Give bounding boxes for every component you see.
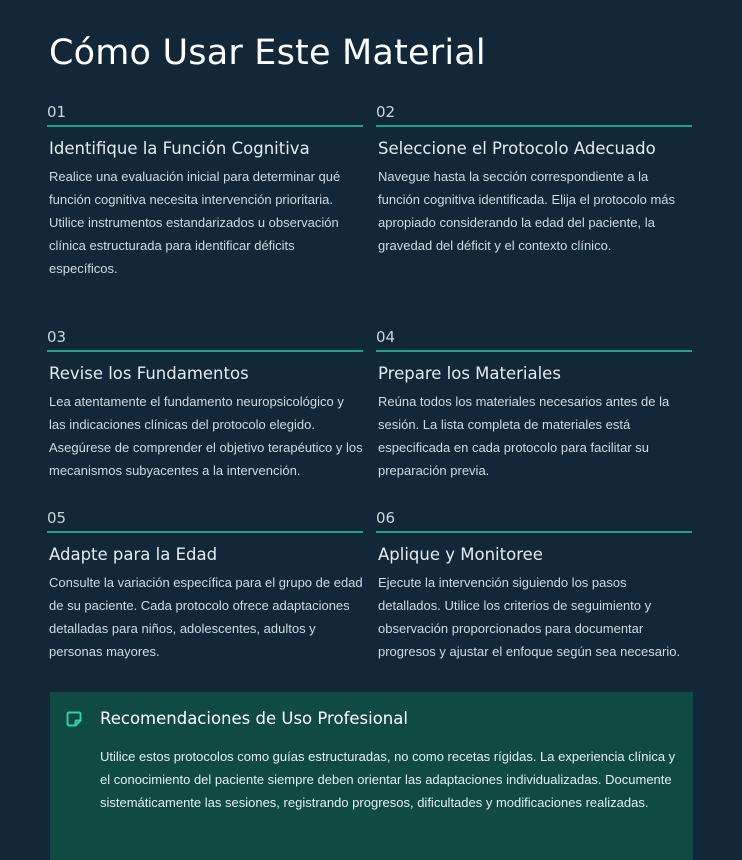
step-title: Prepare los Materiales — [378, 364, 561, 383]
page-title: Cómo Usar Este Material — [49, 33, 486, 73]
step-description: Reúna todos los materiales necesarios antes de la sesión. La lista completa de materiales está especificada en cada protocolo para facilitar su preparación previa. — [378, 394, 670, 478]
step-6 — [376, 509, 692, 663]
step-number: 02 — [376, 103, 692, 127]
step-description: Navegue hasta la sección correspondiente a la función cognitiva identificada. Elija el protocolo más apropiado considerando la edad del paciente, la gravedad del déficit y el contexto clínico. — [378, 169, 676, 253]
step-title: Revise los Fundamentos — [49, 364, 249, 383]
step-2 — [376, 103, 692, 257]
step-title: Seleccione el Protocolo Adecuado — [378, 139, 656, 158]
step-number: 03 — [47, 328, 363, 352]
step-description: Ejecute la intervención siguiendo los pasos detallados. Utilice los criterios de seguimiento y observación proporcionados para documentar progresos y ajustar el enfoque según sea necesario. — [378, 575, 681, 659]
step-title: Aplique y Monitoree — [378, 545, 543, 564]
step-description: Lea atentamente el fundamento neuropsicológico y las indicaciones clínicas del protocolo elegido. Asegúrese de comprender el objetivo terapéutico y los mecanismos subyacentes a la intervención. — [49, 394, 363, 478]
step-number: 05 — [47, 509, 363, 533]
step-title: Adapte para la Edad — [49, 545, 218, 564]
step-number: 04 — [376, 328, 692, 352]
step-4 — [376, 328, 692, 482]
step-1 — [47, 103, 363, 280]
recommendations-text: Utilice estos protocolos como guías estructuradas, no como recetas rígidas. La experiencia clínica y el conocimiento del paciente siempre deben orientar las adaptaciones individualizadas. Documente sistemáticamente las sesiones, registrando progresos, dificultades y modificaciones realizadas. — [100, 749, 676, 810]
step-3 — [47, 328, 363, 482]
step-description: Consulte la variación específica para el grupo de edad de su paciente. Cada protocolo ofrece adaptaciones detalladas para niños, adolescentes, adultos y personas mayores. — [49, 575, 363, 659]
recommendations-callout — [50, 692, 693, 860]
note-icon — [66, 711, 82, 727]
step-title: Identifique la Función Cognitiva — [49, 139, 310, 158]
step-description: Realice una evaluación inicial para determinar qué función cognitiva necesita intervención prioritaria. Utilice instrumentos estandarizados u observación clínica estructurada para identificar déficits específicos. — [49, 169, 341, 276]
step-5 — [47, 509, 363, 663]
step-number: 01 — [47, 103, 363, 127]
step-number: 06 — [376, 509, 692, 533]
recommendations-title: Recomendaciones de Uso Profesional — [100, 709, 408, 728]
